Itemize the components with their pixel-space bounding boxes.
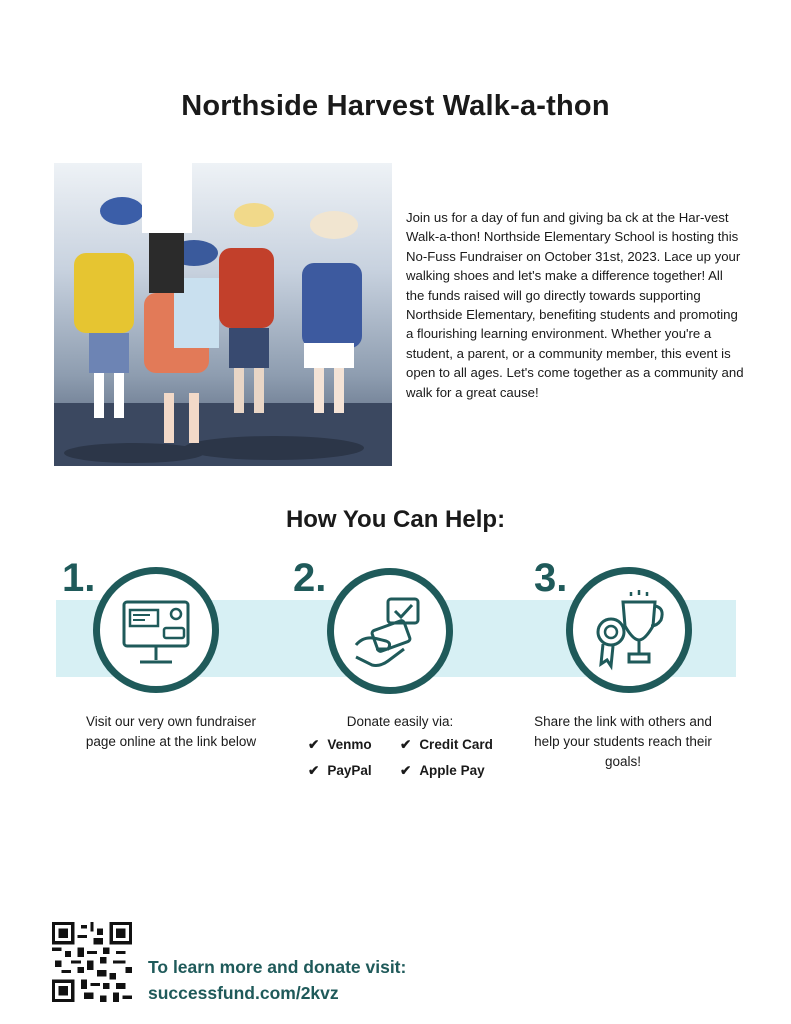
check-icon: ✔	[400, 737, 412, 752]
intro-paragraph: Join us for a day of fun and giving ba ck at the Har-vest Walk-a-thon! Northside Elementary School is hosting this No-Fuss Fundraiser on October 31st, 2023. Lace up your walking shoes and let's make a difference together! All the funds raised will go directly towards supporting Northside Elementary, benefiting students and promoting a flourishing learning environment. Whether you're a student, a parent, or a community member, this event is open to all ages. Let's come together as a community and walk for a great cause!	[406, 210, 744, 400]
check-icon: ✔	[308, 763, 320, 778]
check-icon: ✔	[308, 737, 320, 752]
step-3-text	[510, 712, 736, 772]
step-1-circle	[93, 567, 219, 693]
step-3-text-line1: Share the link with others and	[534, 714, 712, 729]
step-3-number: 3.	[534, 556, 568, 600]
payment-venmo-label: Venmo	[327, 737, 372, 752]
how-you-can-help-heading: How You Can Help:	[285, 506, 506, 533]
step-2-number: 2.	[293, 556, 327, 600]
computer-monitor-icon	[100, 574, 212, 686]
qr-code[interactable]	[52, 922, 132, 1002]
step-3-text-line2: help your students reach their	[534, 734, 712, 749]
step-1-text-line2: page online at the link below	[85, 734, 257, 749]
trophy-medal-icon	[573, 574, 685, 686]
step-3-circle	[566, 567, 692, 693]
step-2-circle	[327, 568, 453, 694]
payment-apple-pay-label: Apple Pay	[419, 763, 485, 778]
children-walking-photo	[54, 163, 392, 466]
step-1-number: 1.	[62, 556, 96, 600]
donation-link[interactable]: successfund.com/2kvz	[148, 983, 339, 1003]
step-3-text-line3: goals!	[604, 754, 642, 769]
payment-credit-card	[400, 737, 493, 753]
payment-paypal-label: PayPal	[327, 763, 372, 778]
step-2-text: Donate easily via:	[346, 714, 454, 729]
payment-apple-pay	[400, 763, 485, 779]
check-icon: ✔	[400, 763, 412, 778]
cta-heading: To learn more and donate visit:	[148, 957, 407, 977]
page-title: Northside Harvest Walk-a-thon	[181, 90, 610, 122]
step-1-text	[56, 712, 286, 752]
step-1-text-line1: Visit our very own fundraiser	[85, 714, 257, 729]
hand-payment-icon	[334, 575, 446, 687]
payment-venmo	[308, 737, 372, 753]
payment-credit-card-label: Credit Card	[419, 737, 493, 752]
payment-paypal	[308, 763, 372, 779]
